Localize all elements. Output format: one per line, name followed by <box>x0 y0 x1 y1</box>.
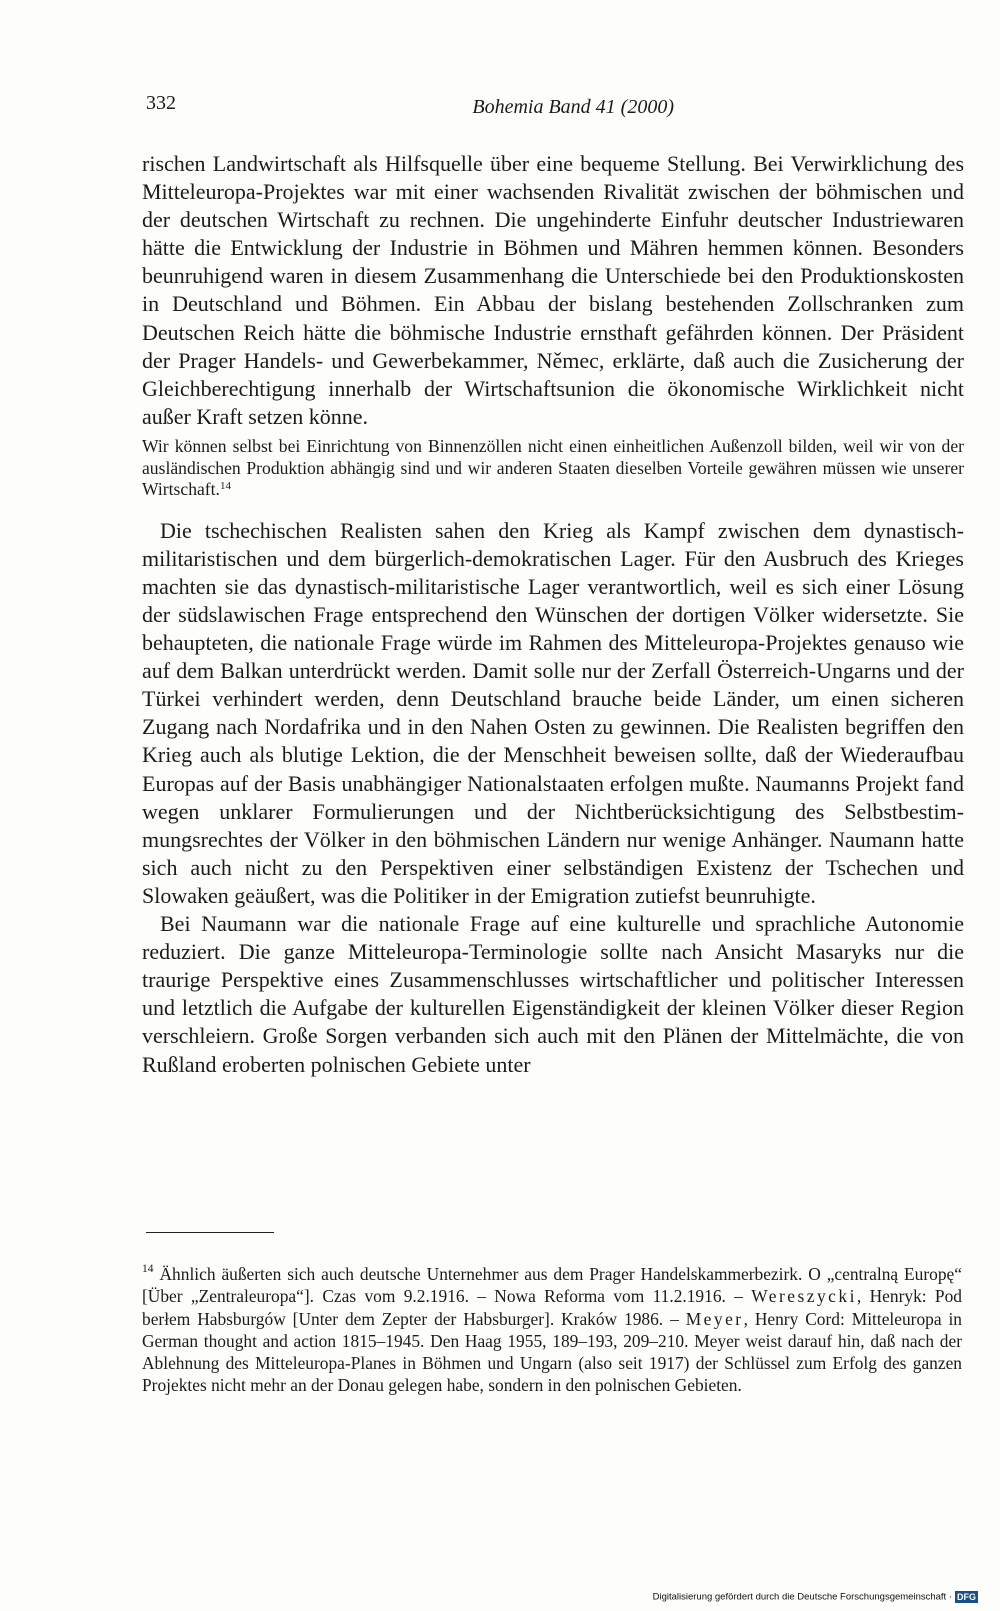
main-text <box>142 150 964 1079</box>
dfg-logo-icon: DFG <box>957 1592 976 1602</box>
footnote-text-a: Ähnlich äußerten sich auch deutsche Unternehmer aus dem Prager Handelskammerbezirk. O „centralną Europę“ [Über „Zentraleuropa“]. Czas vom 9.2.1916. – Nowa Reforma vom 11.2.1916. – <box>142 1264 962 1307</box>
page-number: 332 <box>146 92 176 114</box>
block-quote <box>142 436 964 501</box>
footnote-number: 14 <box>142 1263 154 1275</box>
footnote-author-meyer: Meyer <box>685 1308 744 1329</box>
footnote-text-c: , Henry Cord: Mitteleuropa in German thought and action 1815–1945. Den Haag 1955, 189–193, 209–210. Meyer weist darauf hin, daß nach der Ablehnung des Mitteleuropa-Planes in Böhmen und Ungarn (also seit 1917) der Schlüssel zum Erfolg des ganzen Projektes nicht mehr an der Donau gelegen habe, sondern in den polnischen Gebieten. <box>142 1308 962 1396</box>
body-paragraph: Die tschechischen Realisten sahen den Krieg als Kampf zwischen dem dynastisch-militaristischen und dem bürgerlich-demokratischen Lager. Für den Ausbruch des Krieges machten sie das dynastisch-militaristische Lager verantwortlich, weil es sich einer Lösung der südslawischen Frage entsprechend den Wünschen der dortigen Völker widersetzte. Sie behaupteten, die nationale Frage würde im Rahmen des Mitteleuropa-Projektes genauso wie auf dem Balkan unterdrückt werden. Damit solle nur der Zerfall Österreich-Ungarns und der Türkei verhindert werden, denn Deutschland brauche beide Länder, um einen sicheren Zugang nach Nordafrika und in den Nahen Osten zu gewinnen. Die Realisten begriffen den Krieg auch als blutige Lektion, die der Menschheit beweisen sollte, daß der Wiederaufbau Europas auf der Basis unabhängiger Nationalstaaten erfolgen mußte. Naumanns Projekt fand wegen unklarer Formulierungen und der Nichtberücksichtigung des Selbstbestimmungsrechtes der Völker in den böhmischen Ländern nur wenige Anhänger. Naumann hatte sich auch nicht zu den Perspektiven einer selbständigen Existenz der Tschechen und Slowaken geäußert, was die Politiker in der Emigration zutiefst beunruhigte. <box>142 517 964 908</box>
footnote-text-b: , Henryk: Pod berłem Habsburgów [Unter dem Zepter der Habsburger]. Kraków 1986. – <box>142 1286 962 1329</box>
footnote-reference[interactable]: 14 <box>219 480 231 493</box>
digitization-credit-text: Digitalisierung gefördert durch die Deutsche Forschungsgemeinschaft · <box>652 1591 952 1603</box>
running-head: Bohemia Band 41 (2000) <box>472 96 674 118</box>
footnote-divider <box>146 1232 274 1233</box>
footnote <box>142 1263 962 1397</box>
digitization-credit <box>653 1591 978 1603</box>
block-quote-text: Wir können selbst bei Einrichtung von Binnenzöllen nicht einen einheitlichen Außenzoll bilden, weil wir von der ausländischen Produktion abhängig sind und wir anderen Staaten dieselben Vorteile gewähren müssen wie unserer Wirtschaft. <box>142 435 964 500</box>
body-paragraph: Bei Naumann war die nationale Frage auf eine kulturelle und sprachliche Autonomie reduziert. Die ganze Mitteleuropa-Terminologie sollte nach Ansicht Masaryks nur die traurige Perspektive eines Zusammenschlusses wirtschaftlicher und politischer Interessen und letztlich die Aufgabe der kulturellen Eigenständigkeit der kleinen Völker dieser Region verschleiern. Große Sorgen verbanden sich auch mit den Plänen der Mittelmächte, die von Rußland eroberten polnischen Gebiete unter <box>142 911 964 1077</box>
page-header <box>146 92 674 126</box>
footnote-author-wereszycki: Wereszycki <box>751 1286 857 1307</box>
body-paragraph: rischen Landwirtschaft als Hilfsquelle über eine bequeme Stellung. Bei Verwirklichung des Mitteleuropa-Projektes war mit einer wachsenden Rivalität zwischen der böhmischen und der deutschen Wirtschaft zu rechnen. Die ungehinderte Einfuhr deutscher Industriewaren hätte die Entwicklung der Industrie in Böhmen und Mähren hemmen können. Besonders beunruhigend waren in diesem Zusammenhang die Unterschiede bei den Produktionskosten in Deutschland und Böhmen. Ein Abbau der bislang bestehenden Zollschranken zum Deutschen Reich hätte die böhmische Industrie ernsthaft gefährden können. Der Präsident der Prager Handels- und Gewerbekammer, Němec, erklärte, daß auch die Zusicherung der Gleichberechtigung innerhalb der Wirtschaftsunion die ökonomische Wirklichkeit nicht außer Kraft setzen könne. <box>142 151 964 429</box>
